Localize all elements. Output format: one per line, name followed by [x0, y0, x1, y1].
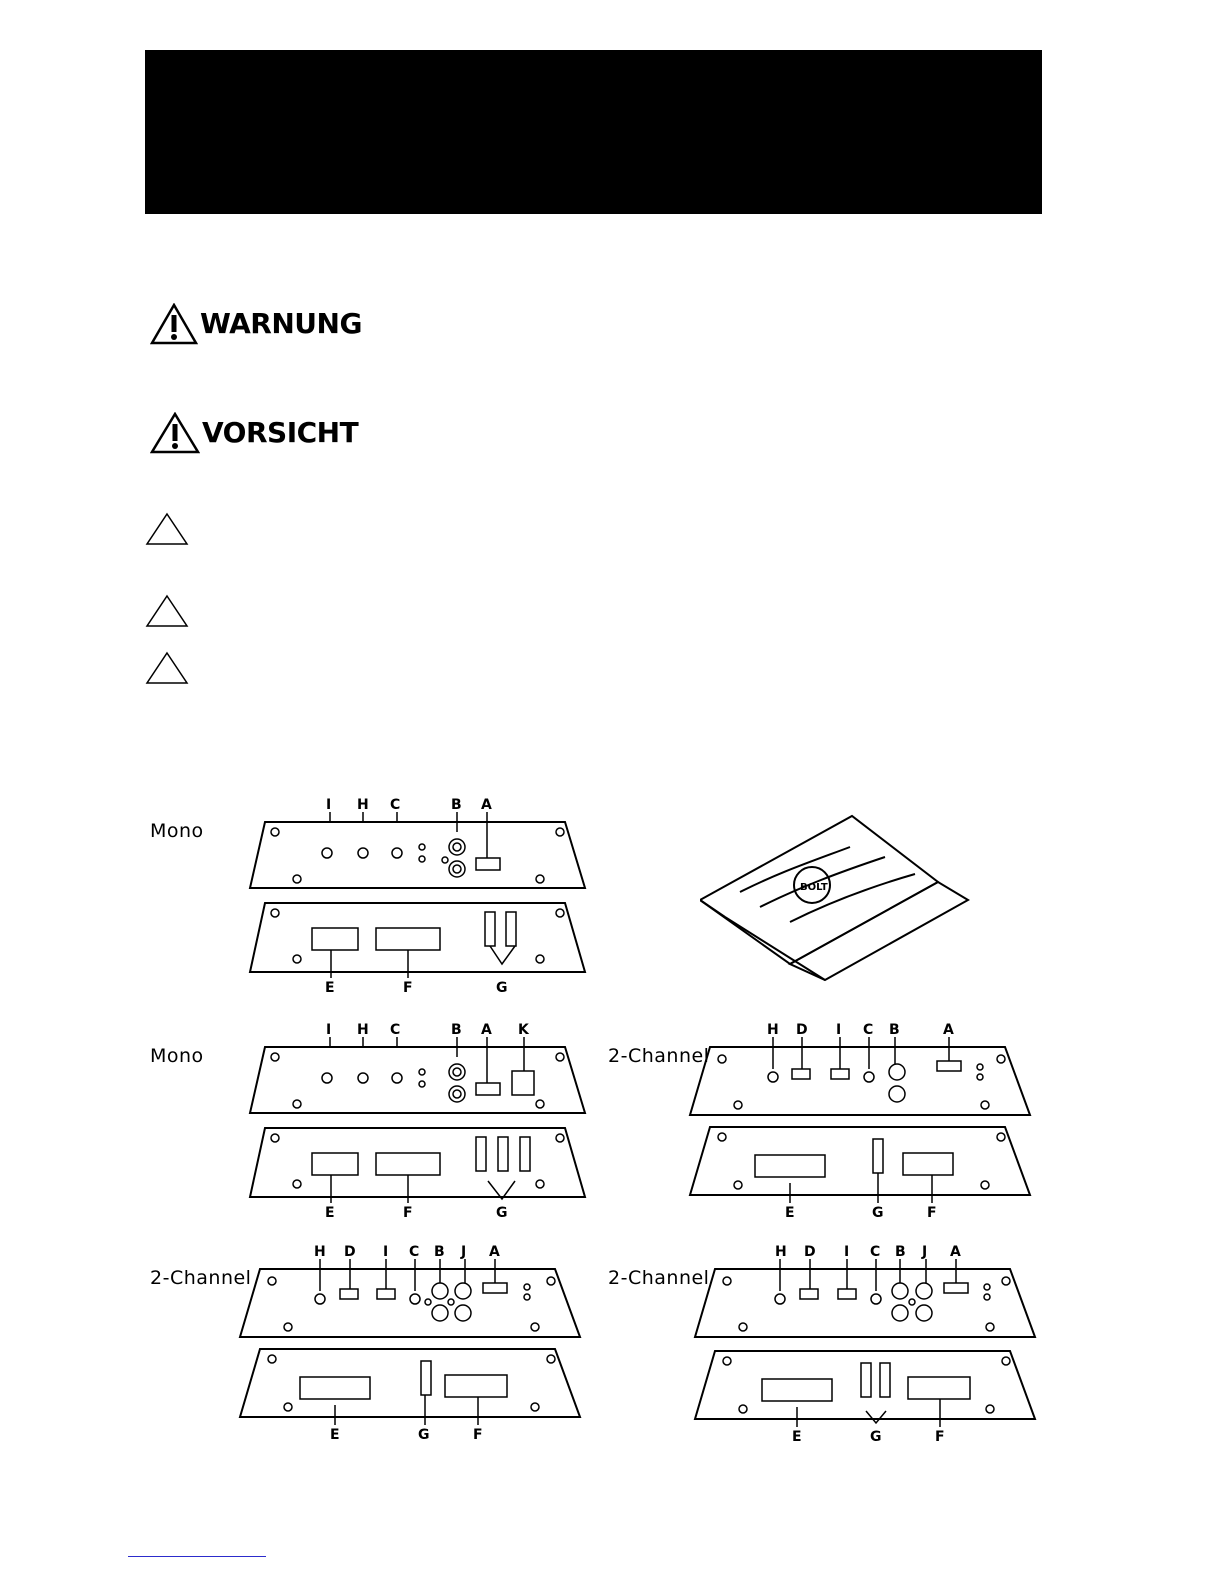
callout-g: G: [872, 1205, 884, 1221]
caution-notice: [150, 412, 358, 454]
callout-i: I: [836, 1022, 842, 1038]
callout-e: E: [325, 980, 335, 996]
caution-triangle-icon: [150, 412, 200, 454]
model-label-2-channel: 2-Channel: [150, 1267, 252, 1289]
warning-notice: [150, 303, 362, 345]
callout-h: H: [767, 1022, 779, 1038]
callout-d: D: [796, 1022, 808, 1038]
footer-rule: [128, 1556, 266, 1557]
callout-h: H: [357, 1022, 369, 1038]
callout-c: C: [870, 1244, 881, 1260]
callout-e: E: [792, 1429, 802, 1445]
callout-j: J: [461, 1244, 467, 1260]
callout-b: B: [889, 1022, 900, 1038]
warning-triangle-icon: [150, 303, 198, 345]
callout-f: F: [403, 1205, 413, 1221]
note-triangle-icon: [145, 651, 189, 685]
model-label-mono: Mono: [150, 820, 204, 842]
model-label-mono: Mono: [150, 1045, 204, 1067]
callout-i: I: [326, 1022, 332, 1038]
callout-b: B: [434, 1244, 445, 1260]
2-channel-amp-diagram-3: [690, 1239, 1040, 1449]
callout-g: G: [418, 1427, 430, 1443]
amp-logo: BOLT: [800, 882, 828, 893]
caution-label: VORSICHT: [202, 416, 359, 449]
header-bar: [145, 50, 1042, 214]
model-label-2-channel: 2-Channel: [608, 1267, 710, 1289]
callout-a: A: [489, 1244, 500, 1260]
callout-h: H: [357, 797, 369, 813]
callout-b: B: [451, 797, 462, 813]
callout-b: B: [895, 1244, 906, 1260]
callout-b: B: [451, 1022, 462, 1038]
callout-c: C: [409, 1244, 420, 1260]
callout-e: E: [785, 1205, 795, 1221]
amplifier-perspective-illustration: [700, 812, 972, 984]
callout-g: G: [870, 1429, 882, 1445]
warning-label: WARNUNG: [200, 307, 362, 340]
callout-c: C: [390, 1022, 401, 1038]
2-channel-amp-diagram-1: [685, 1017, 1035, 1227]
callout-d: D: [804, 1244, 816, 1260]
callout-i: I: [383, 1244, 389, 1260]
mono-amp-diagram-1: [240, 792, 600, 1002]
callout-f: F: [927, 1205, 937, 1221]
2-channel-amp-diagram-2: [235, 1239, 585, 1449]
callout-a: A: [950, 1244, 961, 1260]
callout-g: G: [496, 980, 508, 996]
callout-f: F: [935, 1429, 945, 1445]
callout-g: G: [496, 1205, 508, 1221]
callout-f: F: [473, 1427, 483, 1443]
callout-h: H: [314, 1244, 326, 1260]
callout-d: D: [344, 1244, 356, 1260]
callout-e: E: [330, 1427, 340, 1443]
callout-i: I: [844, 1244, 850, 1260]
note-triangle-icon: [145, 512, 189, 546]
callout-e: E: [325, 1205, 335, 1221]
callout-a: A: [481, 797, 492, 813]
callout-a: A: [481, 1022, 492, 1038]
callout-j: J: [922, 1244, 928, 1260]
callout-f: F: [403, 980, 413, 996]
callout-h: H: [775, 1244, 787, 1260]
note-triangle-icon: [145, 594, 189, 628]
model-label-2-channel: 2-Channel: [608, 1045, 710, 1067]
callout-c: C: [390, 797, 401, 813]
callout-k: K: [518, 1022, 529, 1038]
mono-amp-diagram-2: [240, 1017, 600, 1227]
callout-i: I: [326, 797, 332, 813]
callout-a: A: [943, 1022, 954, 1038]
callout-c: C: [863, 1022, 874, 1038]
